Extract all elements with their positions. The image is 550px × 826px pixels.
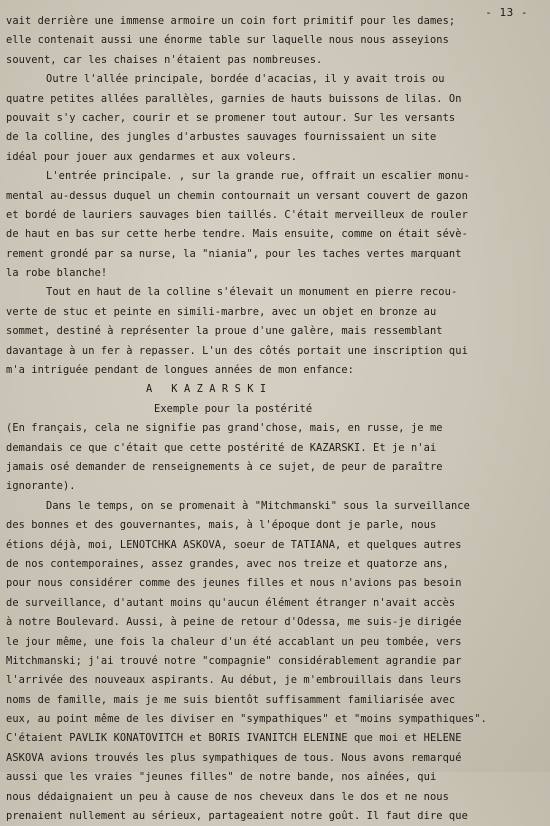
text-line: pouvait s'y cacher, courir et se promener tout autour. Sur les versants <box>6 111 456 124</box>
text-line: de nos contemporaines, assez grandes, avec nos treize et quatorze ans, <box>6 557 449 570</box>
text-line: de haut en bas sur cette herbe tendre. Mais ensuite, comme on était sévè- <box>6 228 468 241</box>
text-line: souvent, car les chaises n'étaient pas nombreuses. <box>6 53 323 66</box>
text-line: Tout en haut de la colline s'élevait un monument en pierre recou- <box>46 286 458 299</box>
text-line: C'étaient PAVLIK KONATOVITCH et BORIS IVANITCH ELENINE que moi et HELENE <box>6 732 462 745</box>
body-text <box>6 12 546 826</box>
text-line: davantage à un fer à repasser. L'un des côtés portait une inscription qui <box>6 344 468 357</box>
text-line: prenaient nullement au sérieux, partageaient notre goût. Il faut dire que <box>6 810 468 823</box>
text-line: Mitchmanski; j'ai trouvé notre "compagnie" considérablement agrandie par <box>6 654 462 667</box>
text-line: et bordé de lauriers sauvages bien taillés. C'était merveilleux de rouler <box>6 208 468 221</box>
text-line: m'a intriguée pendant de longues années de mon enfance: <box>6 364 355 377</box>
text-line: vait derrière une immense armoire un coin fort primitif pour les dames; <box>6 15 456 27</box>
text-line: Outre l'allée principale, bordée d'acacias, il y avait trois ou <box>46 73 445 86</box>
text-line: aussi que les vraies "jeunes filles" de notre bande, nos aînées, qui <box>6 771 437 784</box>
text-line: verte de stuc et peinte en simili-marbre, avec un objet en bronze au <box>6 305 437 318</box>
text-line: l'arrivée des nouveaux aspirants. Au début, je m'embrouillais dans leurs <box>6 674 462 687</box>
text-line: des bonnes et des gouvernantes, mais, à l'époque dont je parle, nous <box>6 519 437 532</box>
text-line: Dans le temps, on se promenait à "Mitchmanski" sous la surveillance <box>46 499 470 512</box>
text-line: L'entrée principale. , sur la grande rue, offrait un escalier monu- <box>46 170 470 183</box>
text-line: demandais ce que c'était que cette postérité de KAZARSKI. Et je n'ai <box>6 441 437 454</box>
text-line: quatre petites allées parallèles, garnies de hauts buissons de lilas. On <box>6 92 462 105</box>
text-line: ASKOVA avions trouvés les plus sympathiques de tous. Nous avons remarqué <box>6 751 462 764</box>
text-line: elle contenait aussi une énorme table sur laquelle nous nous asseyions <box>6 34 449 47</box>
text-line: pour nous considérer comme des jeunes filles et nous n'avions pas besoin <box>6 577 462 590</box>
text-line: à notre Boulevard. Aussi, à peine de retour d'Odessa, me suis-je dirigée <box>6 616 462 629</box>
text-line: (En français, cela ne signifie pas grand'chose, mais, en russe, je me <box>6 422 443 435</box>
text-line: de la colline, des jungles d'arbustes sauvages fournissaient un site <box>6 131 437 144</box>
text-line: le jour même, une fois la chaleur d'un été accablant un peu tombée, vers <box>6 635 462 648</box>
page-number: - 13 - <box>485 6 528 19</box>
text-line: nous dédaignaient un peu à cause de nos cheveux dans le dos et ne nous <box>6 790 449 803</box>
text-line: de surveillance, d'autant moins qu'aucun élément étranger n'avait accès <box>6 596 456 609</box>
text-line: noms de famille, mais je me suis bientôt suffisamment familiarisée avec <box>6 693 456 706</box>
text-line: mental au-dessus duquel un chemin contournait un versant couvert de gazon <box>6 189 468 202</box>
text-line: eux, au point même de les diviser en "sympathiques" et "moins sympathiques". <box>6 713 487 726</box>
text-line: étions déjà, moi, LENOTCHKA ASKOVA, soeur de TATIANA, et quelques autres <box>6 538 462 551</box>
text-line: la robe blanche! <box>6 267 108 280</box>
text-line: ignorante). <box>6 480 76 493</box>
text-line: rement grondé par sa nurse, la "niania", pour les taches vertes marquant <box>6 247 462 260</box>
text-line: idéal pour jouer aux gendarmes et aux voleurs. <box>6 150 298 163</box>
text-line: sommet, destiné à représenter la proue d'une galère, mais ressemblant <box>6 325 443 338</box>
text-line: A K A Z A R S K I <box>146 383 267 396</box>
text-line: Exemple pour la postérité <box>154 402 313 415</box>
text-line: jamais osé demander de renseignements à ce sujet, de peur de paraître <box>6 460 443 473</box>
